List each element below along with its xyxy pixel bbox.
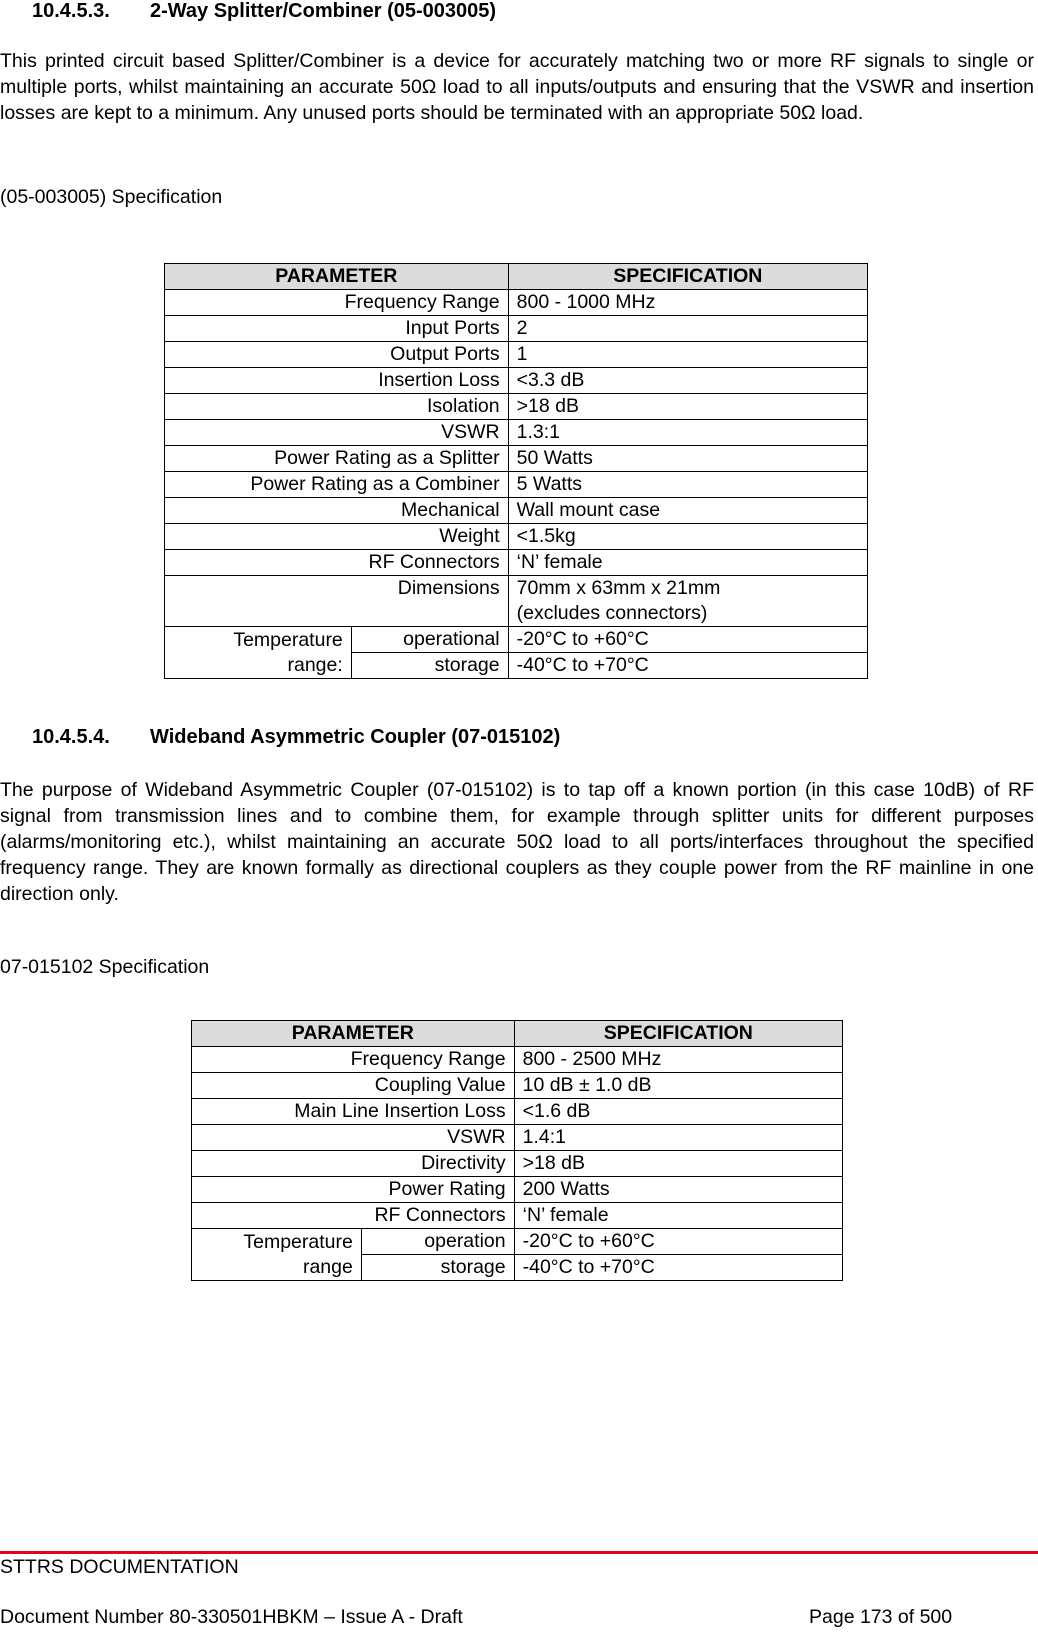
table-header-row [192, 1021, 843, 1047]
value-cell: Wall mount case [508, 498, 867, 524]
table-row [165, 342, 868, 368]
table-row [165, 576, 868, 627]
value-cell: -40°C to +70°C [514, 1255, 842, 1281]
param-cell: RF Connectors [165, 550, 509, 576]
table-row [192, 1073, 843, 1099]
param-cell: Mechanical [165, 498, 509, 524]
table-row [165, 524, 868, 550]
value-cell: 1.3:1 [508, 420, 867, 446]
header-specification: SPECIFICATION [508, 264, 867, 290]
param-cell: storage [351, 653, 508, 679]
section-title: 2-Way Splitter/Combiner (05-003005) [150, 0, 497, 22]
param-cell: Power Rating [192, 1177, 515, 1203]
param-cell: Main Line Insertion Loss [192, 1099, 515, 1125]
temperature-label-cell [165, 627, 352, 679]
param-cell: VSWR [165, 420, 509, 446]
section-heading-splitter [32, 0, 496, 23]
splitter-spec-table [164, 263, 868, 679]
value-cell: 5 Watts [508, 472, 867, 498]
table-row [192, 1229, 843, 1255]
table-row [192, 1099, 843, 1125]
value-cell: <3.3 dB [508, 368, 867, 394]
value-cell: <1.6 dB [514, 1099, 842, 1125]
value-cell: 2 [508, 316, 867, 342]
coupler-description: The purpose of Wideband Asymmetric Coupler (07-015102) is to tap off a known portion (in this case 10dB) of RF signal from transmission lines and to combine them, for example through splitter units for different purposes (alarms/monitoring etc.), whilst maintaining an accurate 50Ω load to all ports/interfaces throughout the specified frequency range. They are known formally as directional couplers as they couple power from the RF mainline in one direction only. [0, 779, 1034, 905]
table-row [165, 446, 868, 472]
footer-page-number: Page 173 of 500 [809, 1606, 953, 1628]
value-cell: -40°C to +70°C [508, 653, 867, 679]
table-row [192, 1151, 843, 1177]
temperature-label-line-1: Temperature [243, 1230, 353, 1253]
section-title: Wideband Asymmetric Coupler (07-015102) [150, 726, 561, 748]
temperature-label-line-2: range: [287, 653, 343, 676]
param-cell: Frequency Range [165, 290, 509, 316]
table-row [165, 368, 868, 394]
section-number: 10.4.5.4. [32, 726, 110, 748]
value-cell: ‘N’ female [514, 1203, 842, 1229]
section-heading-coupler [32, 726, 560, 749]
value-cell: 1.4:1 [514, 1125, 842, 1151]
param-cell: Input Ports [165, 316, 509, 342]
value-cell: <1.5kg [508, 524, 867, 550]
splitter-spec-caption: (05-003005) Specification [0, 186, 223, 208]
value-cell: 10 dB ± 1.0 dB [514, 1073, 842, 1099]
header-parameter: PARAMETER [192, 1021, 515, 1047]
value-cell: 800 - 2500 MHz [514, 1047, 842, 1073]
table-row [192, 1203, 843, 1229]
dimensions-line-1: 70mm x 63mm x 21mm [516, 577, 721, 599]
table-header-row [165, 264, 868, 290]
param-cell: Output Ports [165, 342, 509, 368]
param-cell: Frequency Range [192, 1047, 515, 1073]
splitter-description: This printed circuit based Splitter/Combiner is a device for accurately matching two or more RF signals to single or multiple ports, whilst maintaining an accurate 50Ω load to all inputs/outputs and ensuring that the VSWR and insertion losses are kept to a minimum. Any unused ports should be terminated with an appropriate 50Ω load. [0, 50, 1034, 124]
param-cell: storage [361, 1255, 514, 1281]
temperature-label-line-2: range [302, 1255, 353, 1278]
table-row [165, 394, 868, 420]
table-row [192, 1047, 843, 1073]
param-cell: Power Rating as a Combiner [165, 472, 509, 498]
table-row [165, 290, 868, 316]
table-row [165, 627, 868, 653]
coupler-spec-table [191, 1020, 843, 1281]
footer-doc-number: Document Number 80-330501HBKM – Issue A - Draft [0, 1606, 463, 1628]
value-cell: 1 [508, 342, 867, 368]
param-cell: Directivity [192, 1151, 515, 1177]
table-row [165, 420, 868, 446]
param-cell: RF Connectors [192, 1203, 515, 1229]
header-specification: SPECIFICATION [514, 1021, 842, 1047]
value-cell: -20°C to +60°C [514, 1229, 842, 1255]
table-row [165, 316, 868, 342]
param-cell: operational [351, 627, 508, 653]
param-cell: Dimensions [165, 576, 509, 627]
value-cell: 50 Watts [508, 446, 867, 472]
param-cell: Power Rating as a Splitter [165, 446, 509, 472]
param-cell: operation [361, 1229, 514, 1255]
param-cell: Weight [165, 524, 509, 550]
param-cell: VSWR [192, 1125, 515, 1151]
value-cell: ‘N’ female [508, 550, 867, 576]
coupler-spec-caption: 07-015102 Specification [0, 956, 210, 978]
section-number: 10.4.5.3. [32, 0, 110, 22]
temperature-label-line-1: Temperature [233, 628, 343, 651]
table-row [192, 1177, 843, 1203]
value-cell: -20°C to +60°C [508, 627, 867, 653]
dimensions-line-2: (excludes connectors) [516, 602, 708, 624]
table-row [165, 550, 868, 576]
header-parameter: PARAMETER [165, 264, 509, 290]
footer-divider [0, 1551, 1038, 1554]
value-cell: 800 - 1000 MHz [508, 290, 867, 316]
value-cell: >18 dB [508, 394, 867, 420]
table-row [165, 472, 868, 498]
footer-doc-label: STTRS DOCUMENTATION [0, 1556, 239, 1578]
param-cell: Insertion Loss [165, 368, 509, 394]
value-cell: >18 dB [514, 1151, 842, 1177]
value-cell: 200 Watts [514, 1177, 842, 1203]
value-cell [508, 576, 867, 627]
param-cell: Coupling Value [192, 1073, 515, 1099]
table-row [165, 498, 868, 524]
temperature-label-cell [192, 1229, 362, 1281]
param-cell: Isolation [165, 394, 509, 420]
table-row [192, 1125, 843, 1151]
